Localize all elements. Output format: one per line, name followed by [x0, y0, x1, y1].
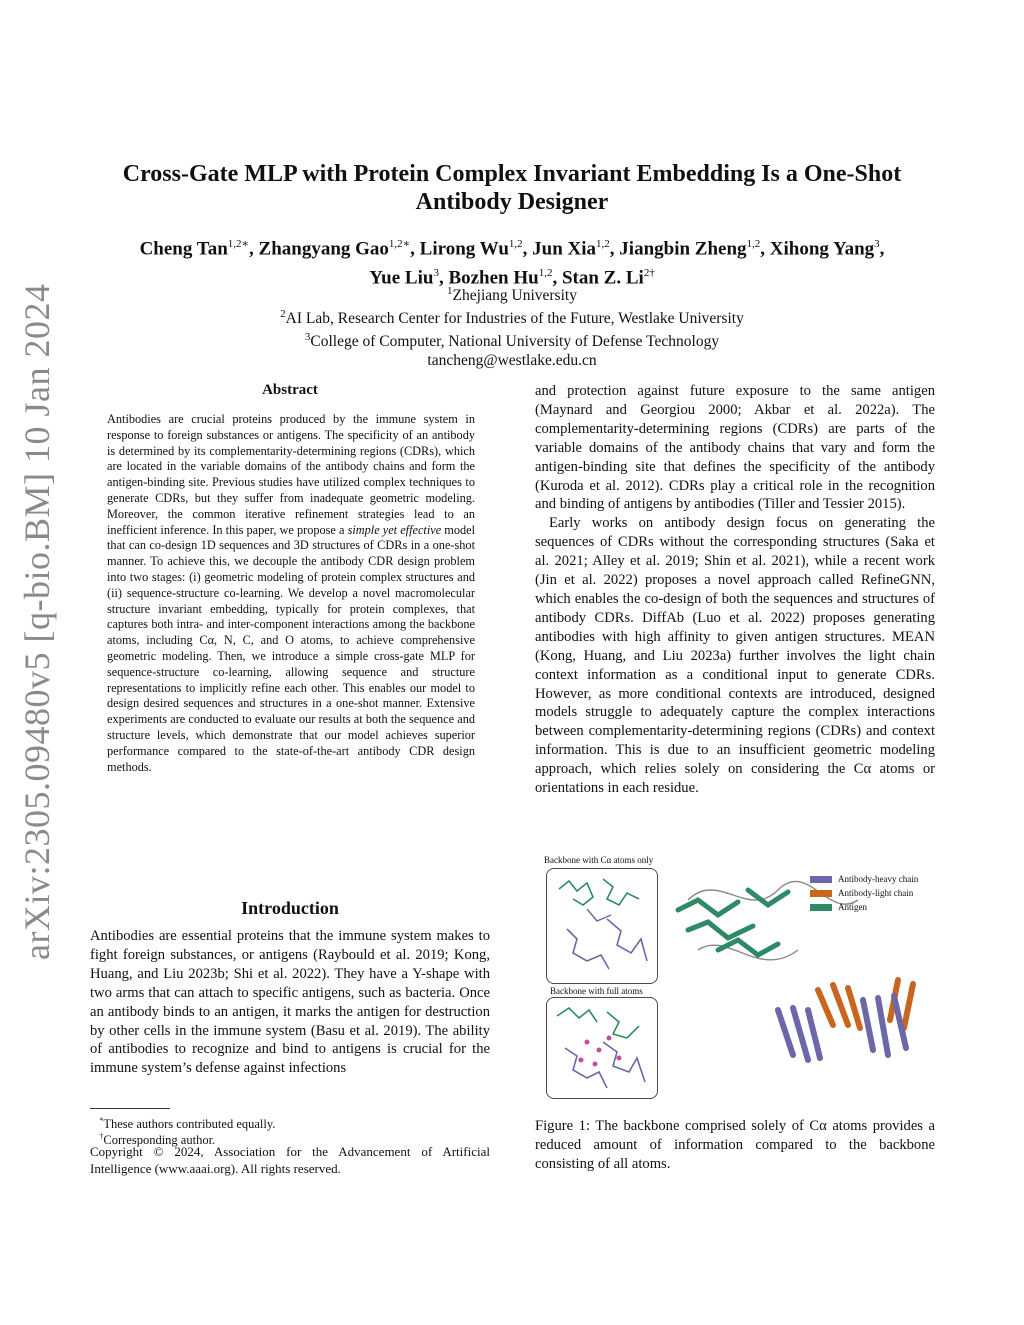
affiliation: $^1$Zhejiang University: [447, 285, 577, 305]
legend-item: Antibody-heavy chain: [810, 872, 918, 886]
arxiv-identifier: arXiv:2305.09480v5 [q-bio.BM] 10 Jan 2024: [17, 283, 57, 960]
legend-swatch-heavy: [810, 876, 832, 883]
footnote: †Corresponding author.: [99, 1132, 216, 1148]
author: Bozhen Hu: [448, 267, 539, 289]
abstract-heading: Abstract: [262, 382, 318, 398]
ca-backbone-graphic: [547, 869, 657, 983]
paragraph: and protection against future exposure to the same antigen (Maynard and Georgiou 2000; Akbar et al. 2022a). The complementarity-determining regions (CDRs) are parts of the variable domains of the antibody chains that vary and form the antigen-binding site that defines the specificity of the antibody (Kuroda et al. 2012). CDRs play a critical role in the recognition and binding of antigens by antibodies (Tiller and Tessier 2015).: [535, 383, 935, 513]
introduction-heading: Introduction: [241, 898, 339, 918]
footnote-rule: [90, 1108, 170, 1109]
figure-caption: Figure 1: The backbone comprised solely of Cα atoms provides a reduced amount of information compared to the backbone consisting of all atoms.: [535, 1118, 935, 1172]
author: Cheng Tan: [139, 238, 228, 260]
figure-1: [540, 852, 940, 1102]
author-list: Cheng Tan$^{1,2∗}$, Zhangyang Gao$^{1,2∗}$, Lirong Wu$^{1,2}$, Jun Xia$^{1,2}$, Jiangbin Zheng$^{1,2}$, Xihong Yang$^3$, Yue Liu$^3$, Bozhen Hu$^{1,2}$, Stan Z. $Li^{2\dagger}$: [139, 238, 885, 289]
author: Lirong Wu: [419, 238, 509, 260]
author: Zhangyang Gao: [258, 238, 389, 260]
footnote: *These authors contributed equally.: [99, 1116, 276, 1132]
copyright-notice: Copyright © 2024, Association for the Advancement of Artificial Intelligence (www.aaai.org). All rights reserved.: [90, 1144, 490, 1176]
paragraph: Early works on antibody design focus on generating the sequences of CDRs without the corresponding structures (Saka et al. 2021; Alley et al. 2019; Shin et al. 2021), while a recent work (Jin et al. 2022) proposes a novel approach called RefineGNN, which enables the co-design of both the sequences and structures of antibody CDRs. DiffAb (Luo et al. 2022) proposes generating antibodies with high affinity to given antigen structures. MEAN (Kong, Huang, and Liu 2023a) further involves the light chain context information as a conditional input to generate CDRs. However, as more conditional contexts are introduced, designed models struggle to adequately capture the complex interactions between complementarity-determining regions (CDRs) and context information. This is due to an insufficient geometric modeling approach, which relies solely on considering the Cα atoms or orientations in each residue.: [535, 515, 935, 797]
inset-label-full: Backbone with full atoms: [550, 986, 643, 996]
inset-ca-backbone: [546, 868, 658, 984]
inset-full-backbone: [546, 997, 658, 1099]
legend-item: Antigen: [810, 900, 918, 914]
paper-title: Cross-Gate MLP with Protein Complex Invariant Embedding Is a One-Shot Antibody Designer: [122, 161, 902, 215]
right-column-text: [535, 382, 935, 798]
inset-label-ca: Backbone with Cα atoms only: [544, 855, 654, 865]
legend-swatch-antigen: [810, 904, 832, 911]
affiliations: [90, 282, 934, 370]
affiliation: $^3$College of Computer, National University of Defense Technology: [304, 331, 720, 351]
author: Stan Z. Li: [561, 267, 644, 289]
introduction-body: Antibodies are essential proteins that the immune system makes to fight foreign substances, or antigens (Raybould et al. 2019; Kong, Huang, and Liu 2023b; Shi et al. 2022). They have a Y-shape with two arms that can attach to specific antigens, such as bacteria. Once an antibody binds to an antigen, it marks the antigen for destruction by other cells in the immune system (Basu et al. 2019). The ability of antibodies to recognize and bind to antigens is crucial for the immune system’s defense against infections: [90, 928, 490, 1077]
author: Jun Xia: [532, 238, 597, 260]
email: tancheng@westlake.edu.cn: [427, 352, 597, 370]
affiliation: $^2$AI Lab, Research Center for Industries of the Future, Westlake University: [280, 308, 744, 328]
author: Xihong Yang: [769, 238, 875, 260]
author: Yue Liu: [369, 267, 434, 289]
full-backbone-graphic: [547, 998, 657, 1098]
author: Jiangbin Zheng: [619, 238, 747, 260]
legend-item: Antibody-light chain: [810, 886, 918, 900]
abstract-body: Antibodies are crucial proteins produced by the immune system in response to foreign substances or antigens. The specificity of an antibody is determined by its complementarity-determining regions (CDRs), which are located in the variable domains of the antibody chains and form the antigen-binding site. Previous studies have utilized complex techniques to generate CDRs, but they suffer from inadequate geometric modeling. Moreover, the common iterative refinement strategies lead to an inefficient inference. In this paper, we propose a simple yet effective model that can co-design 1D sequences and 3D structures of CDRs in a one-shot manner. To achieve this, we decouple the antibody CDR design problem into two stages: (i) geometric modeling of protein complex structures and (ii) sequence-structure co-learning. We develop a novel macromolecular structure invariant embedding, typically for protein complexes, that captures both intra- and inter-component interactions among the backbone atoms, including Cα, N, C, and O atoms, to achieve comprehensive geometric modeling. Then, we introduce a simple cross-gate MLP for sequence-structure co-learning, allowing sequence and structure representations to implicitly refine each other. This enables our model to design desired sequences and structures in a one-shot manner. Extensive experiments are conducted to evaluate our results at both the sequence and structure levels, which demonstrate that our model achieves superior performance compared to the state-of-the-art antibody CDR design methods.: [107, 412, 476, 774]
figure-legend: [810, 872, 918, 914]
legend-swatch-light: [810, 890, 832, 897]
